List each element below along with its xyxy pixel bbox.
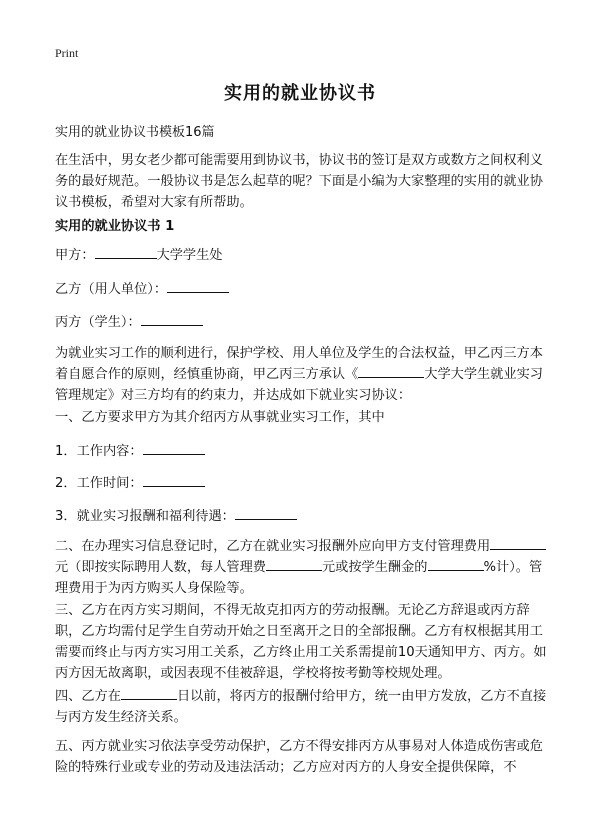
- clause-4-blank: [121, 686, 177, 700]
- item-1-label: 1．工作内容：: [55, 444, 143, 459]
- party-b-label: 乙方（用人单位）：: [55, 282, 168, 297]
- clause-2-blank-3: [428, 557, 484, 571]
- party-a-line: [55, 245, 223, 266]
- item-1-blank: [143, 441, 205, 455]
- clause-2-text-a: 二、在办理实习信息登记时，乙方在就业实习报酬外应向甲方支付管理费用: [55, 539, 491, 554]
- clause-5: 五、丙方就业实习依法享受劳动保护，乙方不得安排丙方从事易对人体造成伤害或危险的特殊行业或专业的劳动及违法活动；乙方应对丙方的人身安全提供保障，不: [55, 739, 543, 775]
- clause-4-text-b: 日以前，将丙方的报酬付给甲方，统一由甲方发放，乙方不直接与丙方发生经济关系。: [55, 689, 547, 725]
- party-b-blank: [167, 279, 229, 293]
- preamble-blank: [358, 364, 424, 378]
- item-2-blank: [143, 473, 205, 487]
- party-a-label: 甲方：: [55, 248, 95, 263]
- clause-2-text-b: 元（即按实际聘用人数，每人管理费: [55, 560, 266, 575]
- page-title: 实用的就业协议书: [224, 83, 376, 104]
- preamble-text-1: 为就业实习工作的顺利进行，保护学校、用人单位及学生的合法权益，甲乙丙三方本着自愿合作的原则，经慎重协商，甲乙丙三方承认《: [55, 346, 543, 382]
- preamble-text-2: 大学大学生就业实习管理规定》对三方均有的约束力，并达成如下就业实习协议：: [55, 367, 543, 403]
- item-2-line: [55, 473, 205, 494]
- clause-2-text-c: 元或按学生酬金的: [322, 560, 428, 575]
- clause-2-blank-1: [490, 536, 546, 550]
- item-3-label: 3．就业实习报酬和福利待遇：: [55, 509, 235, 524]
- print-link[interactable]: Print: [55, 46, 79, 60]
- clause-2: [55, 536, 550, 599]
- party-b-line: [55, 279, 229, 300]
- party-c-line: [55, 312, 203, 333]
- party-a-blank: [95, 245, 157, 259]
- clause-1: 一、乙方要求甲方为其介绍丙方从事就业实习工作，其中: [55, 410, 385, 425]
- doc-subtitle: 实用的就业协议书模板16篇: [55, 125, 215, 140]
- clause-4: [55, 686, 550, 728]
- item-3-line: [55, 506, 297, 527]
- intro-paragraph: 在生活中，男女老少都可能需要用到协议书，协议书的签订是双方或数方之间权利义务的最好规范。一般协议书是怎么起草的呢？下面是小编为大家整理的实用的就业协议书模板，希望对大家有所帮助。: [55, 153, 543, 210]
- section-heading: 实用的就业协议书 1: [55, 219, 175, 234]
- party-c-label: 丙方（学生）：: [55, 315, 141, 330]
- clause-3: 三、乙方在丙方实习期间，不得无故克扣丙方的劳动报酬。无论乙方辞退或丙方辞职，乙方均需付足学生自劳动开始之日至离开之日的全部报酬。乙方有权根据其用工需要而终止与丙方实习用工关系，乙方终止用工关系需提前10天通知甲方、丙方。如丙方因无故离职，或因表现不佳被辞退，学校将按考勤等校规处理。: [55, 603, 547, 681]
- item-2-label: 2．工作时间：: [55, 476, 143, 491]
- preamble-paragraph: [55, 343, 550, 406]
- clause-2-blank-2: [266, 557, 322, 571]
- clause-4-text-a: 四、乙方在: [55, 689, 121, 704]
- party-c-blank: [141, 312, 203, 326]
- item-3-blank: [235, 506, 297, 520]
- party-a-suffix: 大学学生处: [156, 248, 223, 263]
- clause-2-text-d: %计）。管理费用于为丙方购买人身保险等。: [55, 560, 543, 596]
- item-1-line: [55, 441, 205, 462]
